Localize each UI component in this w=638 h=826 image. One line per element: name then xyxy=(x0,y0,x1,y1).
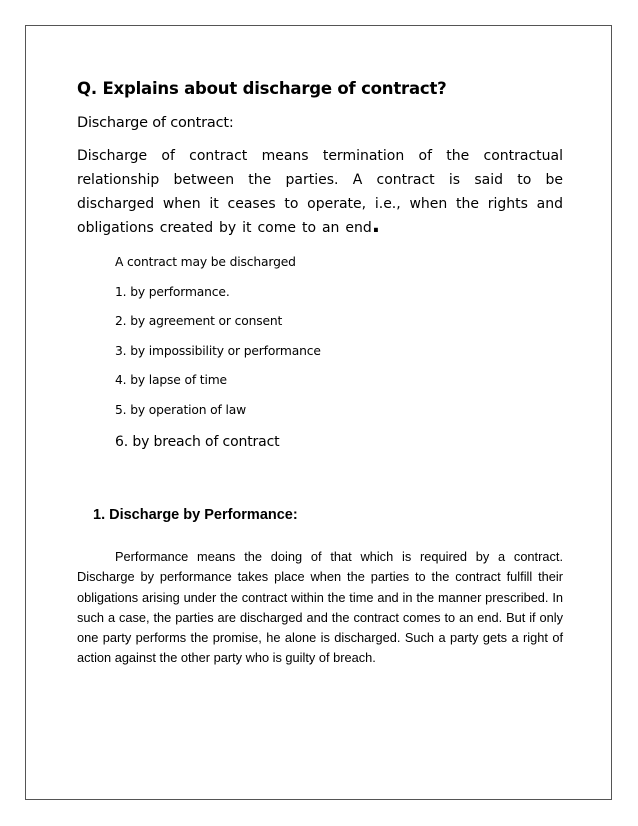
list-item: 6. by breach of contract xyxy=(115,433,280,450)
list-item: 1. by performance. xyxy=(115,284,230,299)
list-item: 2. by agreement or consent xyxy=(115,314,283,328)
discharge-modes-list xyxy=(115,254,563,451)
definition-paragraph xyxy=(77,144,563,240)
question-title: Q. Explains about discharge of contract? xyxy=(77,79,447,98)
definition-end: . xyxy=(371,213,381,238)
modes-intro: A contract may be discharged xyxy=(115,255,296,269)
intro-heading: Discharge of contract: xyxy=(77,115,234,131)
list-item: 5. by operation of law xyxy=(115,402,247,417)
section-heading-performance: 1. Discharge by Performance: xyxy=(93,507,298,523)
list-item: 4. by lapse of time xyxy=(115,373,227,387)
document-content xyxy=(77,78,563,463)
section-body-performance: Performance means the doing of that which is required by a contract. Discharge by performance takes place when the parties to the contract fulfill their obligations arising under the contract within the time and in the manner prescribed. In such a case, the parties are discharged and the contract comes to an end. But if only one party performs the promise, he alone is discharged. Such a party gets a right of action against the other party who is guilty of breach. xyxy=(77,549,563,666)
definition-text: Discharge of contract means termination of the contractual relationship between the parties. A contract is said to be discharged when it ceases to operate, i.e., when the rights and obligations created by it come to an end xyxy=(77,148,563,236)
list-item: 3. by impossibility or performance xyxy=(115,343,321,358)
